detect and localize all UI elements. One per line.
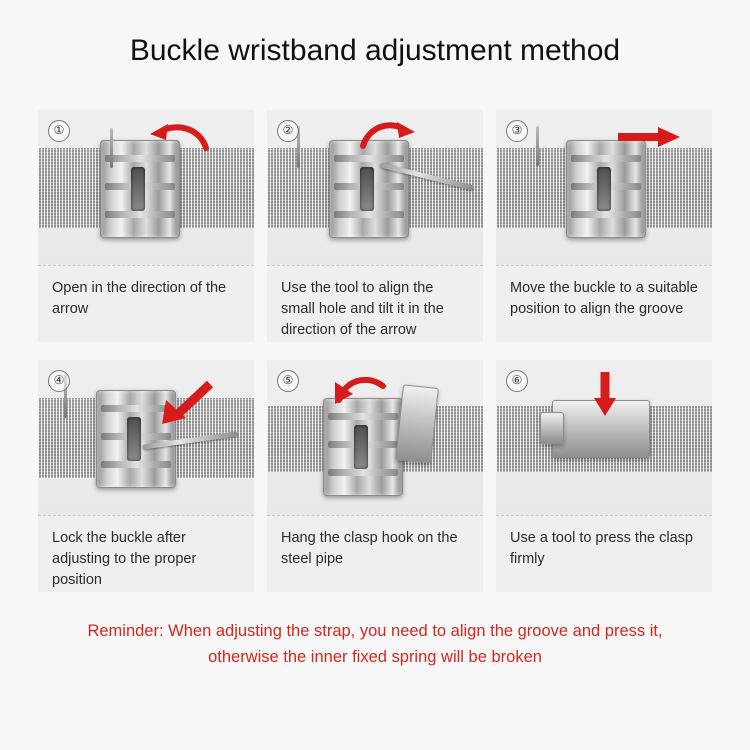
buckle-bar: [105, 211, 175, 218]
buckle-bar: [328, 469, 398, 476]
reminder-line-2: otherwise the inner fixed spring will be broken: [208, 648, 542, 666]
reminder-note: [0, 618, 750, 670]
step-number-1: ①: [48, 120, 70, 142]
curved-arrow-right-icon: [359, 118, 417, 152]
buckle-bar: [101, 461, 171, 468]
step-caption-1: Open in the direction of the arrow: [38, 265, 254, 342]
step-number-5: ⑤: [277, 370, 299, 392]
step-image-3: [496, 110, 712, 265]
buckle-clasp: [566, 140, 646, 238]
buckle-groove: [127, 417, 141, 461]
step-card-4: [38, 360, 254, 592]
buckle-bar: [105, 155, 175, 162]
reminder-line-1: Reminder: When adjusting the strap, you need to align the groove and press it,: [87, 622, 663, 640]
step-card-3: [496, 110, 712, 342]
step-image-6: [496, 360, 712, 515]
steps-grid: [38, 110, 712, 592]
buckle-clasp: [329, 140, 409, 238]
step-image-5: [267, 360, 483, 515]
buckle-groove: [597, 167, 611, 211]
step-caption-3: Move the buckle to a suitable position to align the groove: [496, 265, 712, 342]
step-number-2: ②: [277, 120, 299, 142]
step-card-2: [267, 110, 483, 342]
clasp-tab: [540, 412, 564, 444]
buckle-groove: [360, 167, 374, 211]
step-caption-4: Lock the buckle after adjusting to the proper position: [38, 515, 254, 592]
step-card-1: [38, 110, 254, 342]
step-number-3: ③: [506, 120, 528, 142]
buckle-groove: [131, 167, 145, 211]
spring-pin: [536, 126, 539, 166]
step-image-4: [38, 360, 254, 515]
curved-arrow-left-icon: [148, 120, 210, 154]
straight-arrow-down-icon: [592, 370, 618, 418]
spring-pin: [110, 128, 113, 168]
step-image-1: [38, 110, 254, 265]
diagonal-arrow-down-left-icon: [156, 378, 216, 426]
buckle-bar: [334, 211, 404, 218]
step-card-6: [496, 360, 712, 592]
step-caption-2: Use the tool to align the small hole and tilt it in the direction of the arrow: [267, 265, 483, 342]
buckle-bar: [334, 155, 404, 162]
step-number-4: ④: [48, 370, 70, 392]
page-title: Buckle wristband adjustment method: [129, 34, 621, 67]
buckle-bar: [571, 211, 641, 218]
step-number-6: ⑥: [506, 370, 528, 392]
buckle-clasp: [323, 398, 403, 496]
step-caption-6: Use a tool to press the clasp firmly: [496, 515, 712, 592]
straight-arrow-right-icon: [616, 126, 682, 148]
buckle-groove: [354, 425, 368, 469]
step-image-2: [267, 110, 483, 265]
step-card-5: [267, 360, 483, 592]
buckle-bar: [328, 413, 398, 420]
step-caption-5: Hang the clasp hook on the steel pipe: [267, 515, 483, 592]
buckle-bar: [571, 155, 641, 162]
curved-arrow-up-icon: [333, 370, 389, 404]
